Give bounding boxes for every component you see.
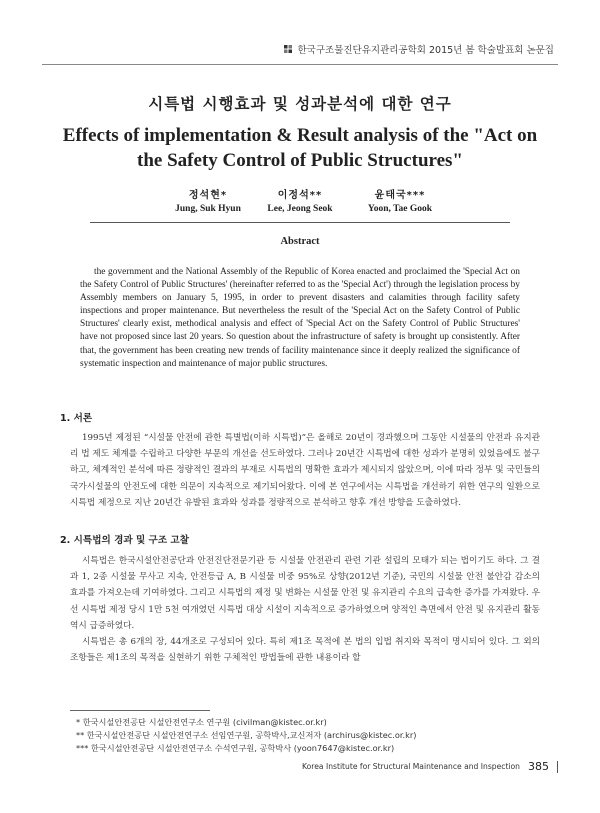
footer-divider: [557, 761, 558, 773]
section-heading: 2. 시특법의 경과 및 구조 고찰: [60, 535, 189, 546]
footer-institute: Korea Institute for Structural Maintenance and Inspection: [302, 762, 520, 771]
paragraph: 1995년 제정된 “시설물 안전에 관한 특별법(이하 시특법)”은 올해로 20년이 경과했으며 그동안 시설물의 안전과 유지관리 법 제도 체계를 수립하고 다양한 부문의 개선을 선도하였다. 그러나 20년간 시특법에 대한 성과가 분명히 있었음에도 불구하고, 체계적인 분석에 따른 정량적인 결과의 부재로 시특법의 명확한 효과가 제시되지 않았으며, 이에 따라 정부 및 국민들의 국가시설물의 안전도에 대한 의문이 지속적으로 제기되어왔다. 이에 본 연구에서는 시특법을 개선하기 위한 연구의 일환으로 시특법 제정으로 지난 20년간 유발된 효과와 성과를 정량적으로 분석하고 향후 개선 방향을 도출하였다.: [70, 433, 540, 508]
paragraph: 시특법은 총 6개의 장, 44개조로 구성되어 있다. 특히 제1조 목적에 본 법의 입법 취지와 목적이 명시되어 있다. 그 외의 조항들은 제1조의 목적을 실현하기 위한 구체적인 방법들에 관한 내용이라 할: [70, 637, 540, 664]
footnote: ** 한국시설안전공단 시설안전연구소 선임연구원, 공학박사,교신저자 (archirus@kistec.or.kr): [76, 730, 417, 740]
journal-name: 한국구조물진단유지관리공학회 2015년 봄 학술발표회 논문집: [297, 45, 554, 56]
section-heading: 1. 서론: [60, 413, 93, 424]
header-divider: [42, 64, 558, 65]
abstract-body: the government and the National Assembly of the Republic of Korea enacted and proclaimed the 'Special Act on the Safety Control of Public Structures' (hereinafter referred to as the 'Special Act') through the legislation process by Assembly members on January 5, 1995, in order to prevent disasters and calamities through facility safety inspections and proper maintenance. But nevertheless the result of the 'Special Act on the Safety Control of Public Structures' clearly exist, methodical analysis and effect of 'Special Act on the Safety Control of Public Structures' have not proposed since last 20 years. So question about the infrastructure of safety is brought up consistently. After that, the government has been creating new trends of facility maintenance since it deeply realized the significance of systematic inspection and maintenance of major public structures.: [80, 267, 520, 369]
page-number: 385: [528, 760, 549, 773]
author-name-korean: 이정석**: [277, 190, 323, 201]
paragraph: 시특법은 한국시설안전공단과 안전진단전문기관 등 시설물 안전관리 관련 기관 설립의 모태가 되는 법이기도 하다. 그 결과 1, 2종 시설물 무사고 지속, 안전등급 A, B 시설물 비중 95%로 상향(2012년 기준), 국민의 시설물 안전 불안감 감소의 효과를 가져오는데 기여하였다. 그리고 시특법의 제정 및 변화는 시설물 안전 및 유지관리 수요의 급속한 증가를 가져왔다. 우선 시특법 제정 당시 1만 5천 여개였던 시특법 대상 시설이 지속적으로 증가하였으며 양적인 측면에서 안전 및 유지관리 활동 역시 급증하였다.: [70, 556, 540, 631]
authors-divider: [90, 222, 510, 223]
author-name-english: Jung, Suk Hyun: [175, 204, 241, 214]
footnote: *** 한국시설안전공단 시설안전연구소 수석연구원, 공학박사 (yoon7647@kistec.or.kr): [76, 743, 395, 753]
footnote-divider: [70, 710, 210, 711]
page-footer: [302, 760, 558, 773]
footnotes: [76, 716, 536, 755]
author: [340, 186, 460, 214]
section-body: [70, 553, 540, 666]
diamond-cluster-icon: [283, 44, 293, 54]
paper-title-english: Effects of implementation & Result analysis of the "Act on the Safety Control of Public Structures": [62, 125, 538, 171]
footnote: * 한국시설안전공단 시설안전연구소 연구원 (civilman@kistec.or.kr): [76, 717, 327, 727]
paper-title-korean: 시특법 시행효과 및 성과분석에 대한 연구: [148, 95, 452, 113]
author-name-english: Lee, Jeong Seok: [267, 204, 333, 214]
author-name-english: Yoon, Tae Gook: [367, 204, 433, 214]
author-name-korean: 윤태국***: [374, 190, 426, 201]
author-name-korean: 정석현*: [188, 190, 228, 201]
abstract-heading: Abstract: [280, 236, 320, 247]
running-header: [283, 42, 554, 56]
section-body: [70, 430, 540, 511]
